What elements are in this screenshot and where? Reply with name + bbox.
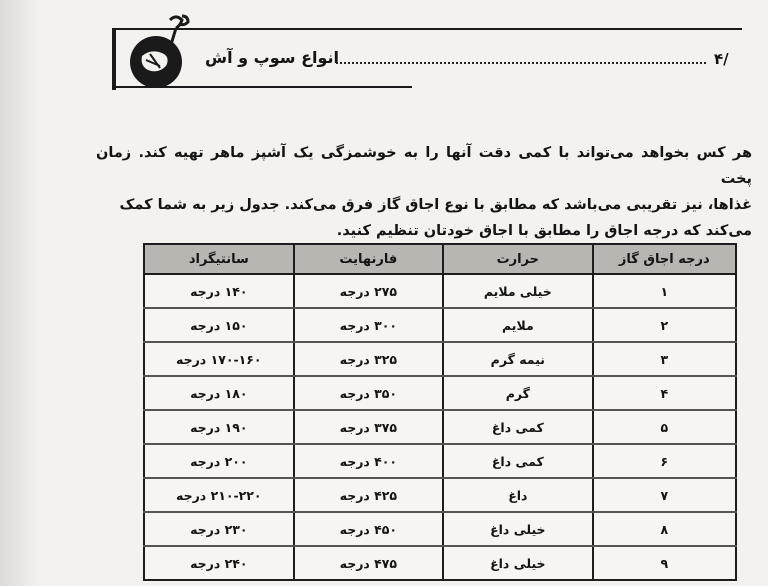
cell-heat: نیمه گرم (443, 342, 592, 376)
cell-gas-mark: ۱ (593, 274, 736, 308)
intro-line: می‌کند که درجه اجاق را مطابق با اجاق خودتان تنظیم کنید. (336, 223, 752, 239)
table-row (144, 546, 736, 580)
cell-celsius: ۲۴۰ درجه (144, 546, 294, 580)
col-header-heat: حرارت (443, 244, 592, 274)
cell-celsius: ۲۳۰ درجه (144, 512, 294, 546)
table-row (144, 410, 736, 444)
cell-fahrenheit: ۳۲۵ درجه (294, 342, 444, 376)
cell-fahrenheit: ۴۵۰ درجه (294, 512, 444, 546)
table-row (144, 512, 736, 546)
cell-celsius: ۲۰۰ درجه (144, 444, 294, 478)
cell-gas-mark: ۲ (593, 308, 736, 342)
header-left-rule (112, 28, 116, 90)
cell-fahrenheit: ۳۰۰ درجه (294, 308, 444, 342)
header-dotted-leader (336, 62, 706, 64)
intro-paragraph (96, 140, 752, 244)
cell-celsius: ۱۴۰ درجه (144, 274, 294, 308)
section-title: انواع سوپ و آش (205, 48, 339, 67)
cell-fahrenheit: ۴۷۵ درجه (294, 546, 444, 580)
intro-line: غذاها، نیز تقریبی می‌باشد که مطابق با نوع اجاق گاز فرق می‌کند. جدول زیر به شما کمک (119, 197, 752, 213)
table-header-row (144, 244, 736, 274)
table-row (144, 274, 736, 308)
col-header-gas-mark: درجه اجاق گاز (593, 244, 736, 274)
cell-gas-mark: ۷ (593, 478, 736, 512)
cell-heat: خیلی داغ (443, 546, 592, 580)
cell-heat: خیلی ملایم (443, 274, 592, 308)
chef-logo-icon (120, 10, 200, 94)
col-header-fahrenheit: فارنهایت (294, 244, 444, 274)
col-header-celsius: سانتیگراد (144, 244, 294, 274)
intro-line: هر کس بخواهد می‌تواند با کمی دقت آنها را به خوشمزگی یک آشپز ماهر تهیه کند. زمان پخت (96, 145, 752, 187)
cell-gas-mark: ۶ (593, 444, 736, 478)
cell-heat: کمی داغ (443, 444, 592, 478)
table-row (144, 342, 736, 376)
cell-heat: گرم (443, 376, 592, 410)
cell-fahrenheit: ۴۰۰ درجه (294, 444, 444, 478)
cell-fahrenheit: ۳۷۵ درجه (294, 410, 444, 444)
cell-celsius: ۱۷۰-۱۶۰ درجه (144, 342, 294, 376)
cell-celsius: ۱۸۰ درجه (144, 376, 294, 410)
cell-heat: داغ (443, 478, 592, 512)
cell-celsius: ۱۵۰ درجه (144, 308, 294, 342)
table-row (144, 444, 736, 478)
table-row (144, 308, 736, 342)
cell-celsius: ۲۱۰-۲۲۰ درجه (144, 478, 294, 512)
cell-gas-mark: ۳ (593, 342, 736, 376)
oven-temperature-table (143, 243, 737, 581)
cell-heat: کمی داغ (443, 410, 592, 444)
page-number: /۴ (714, 50, 729, 68)
cell-fahrenheit: ۲۷۵ درجه (294, 274, 444, 308)
cell-gas-mark: ۵ (593, 410, 736, 444)
page-edge-shadow (0, 0, 40, 586)
cell-heat: خیلی داغ (443, 512, 592, 546)
table-row (144, 376, 736, 410)
cell-gas-mark: ۹ (593, 546, 736, 580)
cell-heat: ملایم (443, 308, 592, 342)
cell-gas-mark: ۸ (593, 512, 736, 546)
cell-gas-mark: ۴ (593, 376, 736, 410)
cell-fahrenheit: ۴۲۵ درجه (294, 478, 444, 512)
cell-fahrenheit: ۳۵۰ درجه (294, 376, 444, 410)
cell-celsius: ۱۹۰ درجه (144, 410, 294, 444)
table-row (144, 478, 736, 512)
